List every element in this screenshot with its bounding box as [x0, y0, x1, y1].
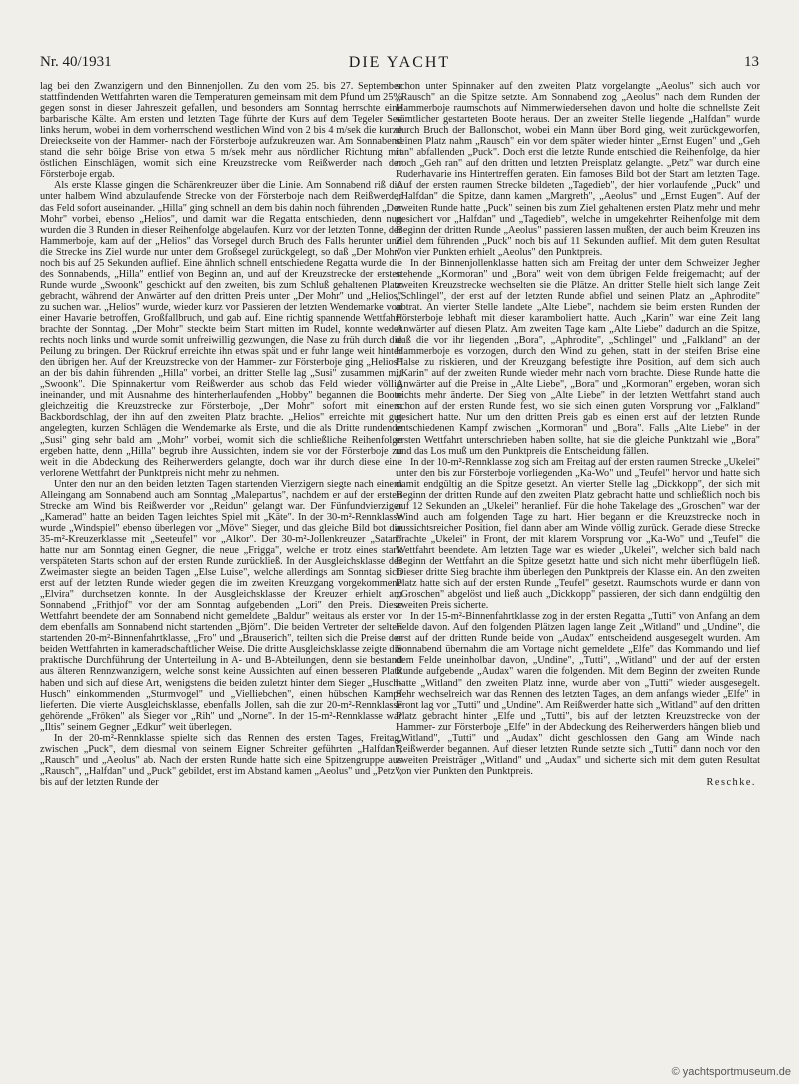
right-column	[396, 81, 760, 1039]
paragraph: In der 10-m²-Rennklasse zog sich am Freitag auf der ersten raumen Strecke „Ukelei" unter den bis zur Försterboje vorliegenden „Ka-Wo" und „Teufel" hervor und hatte sich damit endgültig an die Spitze gesetzt. An vierter Stelle lag „Dickkopp", der sich mit Beginn der dritten Runde auf den zweiten Platz gebracht hatte und schließlich noch bis auf 12 Sekunden an „Ukelei" heranlief. Für die hohe Takelage des „Groschen" war der Wind auch am folgenden Tage zu hart. Hier begann er die Kreuzstrecke noch in aussichtsreicher Position, fiel dann aber am Winde völlig zurück. Gerade diese Strecke brachte „Ukelei" in Front, der mit klarem Vorsprung vor „Ka-Wo" und „Teufel" die Wettfahrt beendete. Am letzten Tage war es wieder „Ukelei", welcher sich bald nach Beginn der Wettfahrt an die Spitze gesetzt hatte und sich nicht mehr überflügeln ließ. Dieser dritte Sieg brachte ihm überlegen den Punktpreis der Klasse ein. An den zweiten Platz hatte sich auf der ersten Runde „Teufel" gesetzt. Raumschots wurde er dann von „Groschen" abgelöst und ließ auch „Dickkopp" passieren, der sich dann endgültig den zweiten Preis sicherte.	[396, 456, 760, 612]
paragraph: Unter den nur an den beiden letzten Tagen startenden Vierzigern siegte nach einem Alleingang am Sonnabend auch am Sonntag „Malepartus", nachdem er auf der ersten Strecke am Wind bis Reißwerder vor „Reidun" gelangt war. Der Fünfundvierziger „Kamerad" hatte an beiden Tagen leichtes Spiel mit „Käte". In der 30-m²-Rennklasse wurde „Windspiel" ebenso überlegen vor „Möve" Sieger, und das gleiche Bild bot die 35-m²-Kreuzerklasse mit „Seeteufel" vor „Alkor". Der 30-m²-Jollenkreuzer „Satan" hatte nur am Sonntag einen Gegner, die neue „Frigga", welche er trotz eines stark verspäteten Starts schon auf der ersten Runde zurückließ. In der Ausgleichsklasse der Zweimaster siegte an beiden Tagen „Else Luise", welche allerdings am Sonntag sich erst auf der letzten Runde wieder gegen die im zweiten Kreuzgang vorgekommene „Elvira" durchsetzen konnte. In der Ausgleichsklasse der Kreuzer erhielt am Sonnabend „Frithjof" vor der am Sonntag aufgebenden „Lori" den Preis. Diese Wettfahrt beendete der am Sonnabend nicht gemeldete „Baldur" weitaus als erster vor dem ebenfalls am Sonnabend nicht startenden „Björn". Die beiden Vertreter der selten startenden 20-m²-Binnenfahrtklasse, „Fro" und „Brauserich", teilten sich die Preise der beiden Wettfahrten in kameradschaftlicher Weise. Die dritte Ausgleichsklasse zeigte die praktische Durchführung der Unterteilung in A- und B-Abteilungen, denn sie bestand aus älteren Rennzwanzigern, welche sonst keine Aussichten auf einen besseren Platz haben und sich auf diese Art, wenigstens die beiden zuletzt hinter dem Sieger „Husch-Husch" einkommenden „Sturmvogel" und „Vielliebchen", einen hübschen Kampf lieferten. Die vierte Ausgleichsklasse, ebenfalls Jollen, sah die zur 20-m²-Rennklasse gehörende „Fröken" als Sieger vor „Rih" und „Norne". In der 15-m²-Rennklasse war „Iltis" seinem Gegner „Edkur" weit überlegen.	[40, 478, 402, 733]
paragraph: lag bei den Zwanzigern und den Binnenjollen. Zu den vom 25. bis 27. September stattfindenden Wettfahrten waren die Temperaturen gemeinsam mit dem Pfund um 25% gegen sonst in dieser Jahreszeit gefallen, und besonders am Sonntag herrschte eine barbarische Kälte. Am ersten und letzten Tage führte der Kurs auf dem Tegeler See links herum, wobei in dem vorherrschend westlichen Wind von 2 bis 4 m/sek die kurze Dreieckseite von der Hammer- nach der Försterboje aufzukreuzen war. Am Sonnabend stand die sehr böige Brise von etwa 5 m/sek mehr aus nördlicher Richtung mit östlichen Einschlägen, womit sich eine Kreuzstrecke vom Reißwerder nach der Försterboje ergab.	[40, 81, 402, 181]
paragraph: In der 15-m²-Binnenfahrtklasse zog in der ersten Regatta „Tutti" von Anfang an dem Felde davon. Auf den folgenden Plätzen lagen lange Zeit „Witland" und „Undine", die erst auf der dritten Runde beide von „Audax" entscheidend ausgesegelt wurden. Am Sonnabend übernahm die am Vortage nicht gemeldete „Elfe" das Kommando und lief dem Felde uneinholbar davon, „Undine", „Tutti", „Witland" und der auf der ersten Runde aufgebende „Audax" waren die folgenden. Mit dem Beginn der zweiten Runde hatte „Witland" den zweiten Platz inne, wurde aber von „Tutti" wieder ausgesegelt. Sehr wechselreich war das Rennen des letzten Tages, an dem anfangs wieder „Elfe" in Front lag vor „Tutti" und „Undine". Am Reißwerder hatte sich „Witland" auf den dritten Platz gebracht hinter „Elfe und „Tutti", bis auf der letzten Kreuzstrecke von der Hammer- zur Försterboje „Elfe" in der Abdeckung des Reiherwerders hängen blieb und „Witland", „Tutti" und „Audax" dicht geschlossen den Gang am Winde nach Reißwerder begannen. Auf dieser letzten Runde setzte sich „Tutti" dann noch vor den zweiten Preisträger „Witland" und „Audax" und sicherte sich mit dem guten Resultat von vier Punkten den Punktpreis.	[396, 611, 760, 777]
magazine-title: DIE YACHT	[348, 54, 451, 71]
author-signature: Reschke.	[706, 776, 756, 788]
page-header	[40, 54, 759, 76]
paragraph: In der Binnenjollenklasse hatten sich am Freitag der unter dem Schweizer Jegher stehende „Kormoran" und „Bora" weit von dem übrigen Felde freigemacht; auf der zweiten Kreuzstrecke wechselten sie die Plätze. An dritter Stelle hielt sich lange Zeit „Schlingel", der erst auf der letzten Runde abfiel und seinen Platz an „Aphrodite" abtrat. An vierter Stelle landete „Alte Liebe", nachdem sie beim ersten Runden der Försterboje lebhaft mit dieser karamboliert hatte. Auch „Karin" war eine Zeit lang Anwärter auf diesen Platz. Am zweiten Tage kam „Alte Liebe" dadurch an die Spitze, daß die vor ihr liegenden „Bora", „Aphrodite", „Schlingel" und „Falkland" an der Hammerboje es vorzogen, durch den Wind zu gehen, statt in der steifen Brise eine Halse zu riskieren, und der Kreuzgang befestigte ihre Position, auf dem sich auch „Karin" auf der zweiten Runde wieder mehr nach vorn brachte. Diese Runde hatte die Anwärter auf die Preise in „Alte Liebe", „Bora" und „Kormoran" ergeben, woran sich nichts mehr änderte. Der Sieg von „Alte Liebe" in der letzten Wettfahrt stand auch schon auf der ersten Runde fest, wo sie sich einen guten Vorsprung vor „Falkland" gesichert hatte. Nur um den dritten Preis gab es einen erst auf der letzten Runde entschiedenen Kampf zwischen „Kormoran" und „Bora". Falls „Alte Liebe" in der ersten Wettfahrt unterschrieben haben sollte, hat sie die gleiche Punktzahl wie „Bora" und das Los muß um den Punktpreis die Entscheidung fällen.	[396, 257, 760, 457]
issue-number: Nr. 40/1931	[40, 54, 112, 70]
paragraph: schon unter Spinnaker auf den zweiten Platz vorgelangte „Aeolus" sich auch vor „Rausch" an die Spitze setzte. Am Sonnabend zog „Aeolus" nach dem Runden der Hammerboje raumschots auf Nimmerwiedersehen davon und holte die schnellste Zeit sämtlicher gestarteten Boote heraus. Der an zweiter Stelle liegende „Halfdan" wurde durch Bruch der Ballonschot, wobei ein Mann über Bord ging, weit zurückgeworfen, seinen Platz nahm „Rausch" ein vor dem später wieder hinter „Ernst Eugen" und „Geh ran" abfallenden „Puck". Doch erst die letzte Runde entschied die Reihenfolge, da hier noch „Geh ran" auf den dritten und letzten Preisplatz gelangte. „Petz" war durch eine Ruderhavarie ins Hintertreffen geraten. Ein famoses Bild bot der Start am letzten Tage. Auf der ersten raumen Strecke bildeten „Tagedieb", der hier vorlaufende „Puck" und „Halfdan" die Spitze, dann kamen „Margreth", „Aeolus" und „Ernst Eugen". Auf der zweiten Runde hatte „Puck" seinen bis zum Ziel gehaltenen ersten Platz mehr und mehr gesichert vor „Halfdan" und „Tagedieb", welche in umgekehrter Reihenfolge mit dem Beginn der dritten Runde „Aeolus" passieren lassen mußten, der auch beim Kreuzen ins Ziel dem führenden „Puck" noch bis auf 11 Sekunden auflief. Mit dem guten Resultat von vier Punkten erhielt „Aeolus" den Punktpreis.	[396, 81, 760, 258]
paragraph: Als erste Klasse gingen die Schärenkreuzer über die Linie. Am Sonnabend riß die unter halbem Wind abzulaufende Strecke von der Försterboje nach dem Reißwerder das Feld sofort auseinander. „Hilla" ging schnell an dem bis dahin noch führenden „Der Mohr" vorbei, ebenso „Helios", und damit war die Regatta entschieden, denn nun wurden die 3 Runden in dieser Reihenfolge abgelaufen. Kurz vor der letzten Tonne, der Hammerboje, kam auf der „Helios" das Vorsegel durch Bruch des Falls herunter und die Strecke ins Ziel wurde nur unter dem Großsegel zurückgelegt, so daß „Der Mohr" noch bis auf 25 Sekunden auflief. Eine ähnlich schnell entschiedene Regatta wurde die des Sonnabends, „Hilla" entlief von Beginn an, und auf der Kreuzstrecke der ersten Runde wurde „Swoonk" geschickt auf den zweiten, bis zum Schluß gehaltenen Platz gebracht, während der Anwärter auf den dritten Preis unter „Der Mohr" und „Helios" zu suchen war. „Helios" wurde, wieder kurz vor Passieren der letzten Wendemarke von einer Havarie betroffen, Großfallbruch, und gab auf. Eine richtig spannende Wettfahrt brachte der Sonntag. „Der Mohr" steckte beim Start mitten im Rudel, konnte weder rechts noch links und wurde somit unfreiwillig gezwungen, die Nase zu früh durch die Peilung zu bringen. Der Rückruf erreichte ihn etwas spät und er fuhr lange weit hinter den übrigen her. Auf der Kreuzstrecke von der Hammer- zur Försterboje ging „Helios" an der bis dahin führenden „Hilla" vorbei, an dritter Stelle lag „Susi" zusammen mit „Swoonk". Die Spinnakertur vom Reißwerder aus schob das Feld wieder völlig ineinander, und mit Ausnahme des hinterherlaufenden „Hobby" begannen die Boote gleichzeitig die Kreuzstrecke zur Försterboje, „Der Mohr" sofort mit einem Backbordschlag, der ihn auf den zweiten Platz brachte. „Helios" erreichte mit gut angelegten, kurzen Schlägen die Wendemarke als Erste, und die als Dritte rundende „Susi" ging sehr bald am „Mohr" vorbei, womit sich die schließliche Reihenfolge ergeben hatte, denn „Hilla" begrub ihre Aussichten, indem sie vor der Försterboje zu weit in die Abdeckung des Reiherwerders gelangte, doch war ihr durch diese eine verlorene Wettfahrt der Punktpreis nicht mehr zu nehmen.	[40, 180, 402, 479]
page-number: 13	[744, 54, 759, 70]
paragraph: In der 20-m²-Rennklasse spielte sich das Rennen des ersten Tages, Freitag, zwischen „Puck", dem diesmal von seinem Eigner Schreiter geführten „Halfdan", „Rausch" und „Aeolus" ab. Nach der ersten Runde hatte sich eine Spitzengruppe aus „Rausch", „Halfdan" und „Puck" gebildet, erst im Abstand kamen „Aeolus" und „Petz", bis auf der letzten Runde der	[40, 732, 402, 788]
watermark: © yachtsportmuseum.de	[671, 1066, 791, 1078]
left-column	[40, 81, 402, 1039]
